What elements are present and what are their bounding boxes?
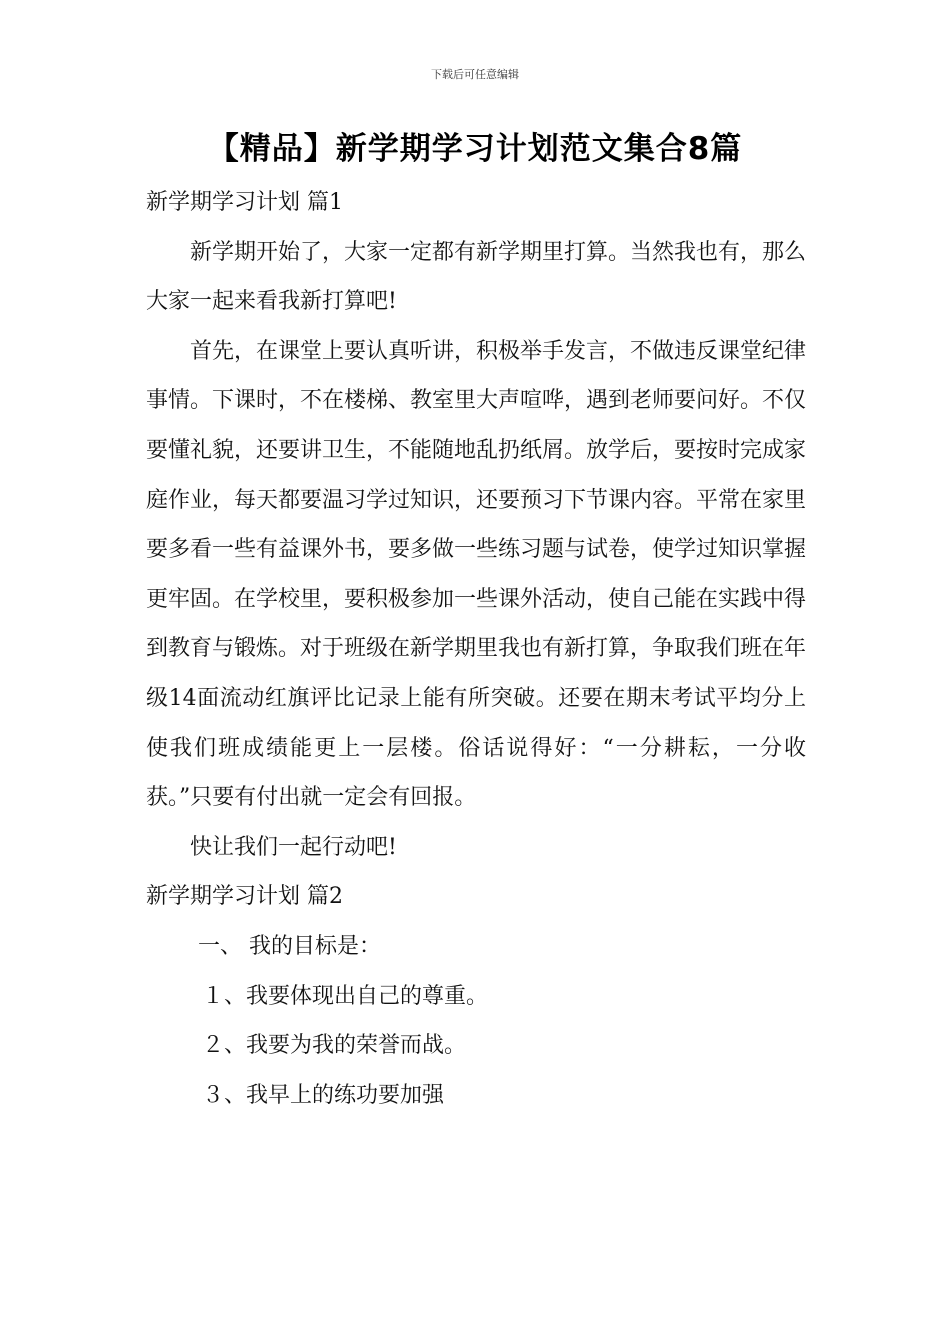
goal-item: ３、我早上的练功要加强: [202, 1082, 445, 1108]
section-heading: 新学期学习计划 篇1: [146, 190, 343, 215]
document-body: [146, 178, 806, 1120]
goal-item: １、我要体现出自己的尊重。: [202, 983, 489, 1009]
section-heading: 新学期学习计划 篇2: [146, 884, 343, 910]
document-title: 【精品】新学期学习计划范文集合8篇: [207, 131, 743, 167]
page-header: 下载后可任意编辑: [431, 68, 519, 81]
goal-heading: 一、 我的目标是：: [198, 933, 381, 959]
paragraph: 首先，在课堂上要认真听讲，积极举手发言，不做违反课堂纪律事情。下课时，不在楼梯、教室里大声喧哗，遇到老师要问好。不仅要懂礼貌，还要讲卫生，不能随地乱扔纸屑。放学后，要按时完成家庭作业，每天都要温习学过知识，还要预习下节课内容。平常在家里要多看一些有益课外书，要多做一些练习题与试卷，使学过知识掌握更牢固。在学校里，要积极参加一些课外活动，使自己能在实践中得到教育与锻炼。对于班级在新学期里我也有新打算，争取我们班在年级14面流动红旗评比记录上能有所突破。还要在期末考试平均分上使我们班成绩能更上一层楼。俗话说得好：“一分耕耘，一分收获。”只要有付出就一定会有回报。: [146, 338, 807, 811]
paragraph: 快让我们一起行动吧!: [190, 834, 397, 860]
paragraph: 新学期开始了，大家一定都有新学期里打算。当然我也有，那么大家一起来看我新打算吧!: [146, 239, 807, 315]
goal-item: ２、我要为我的荣誉而战。: [202, 1033, 467, 1059]
